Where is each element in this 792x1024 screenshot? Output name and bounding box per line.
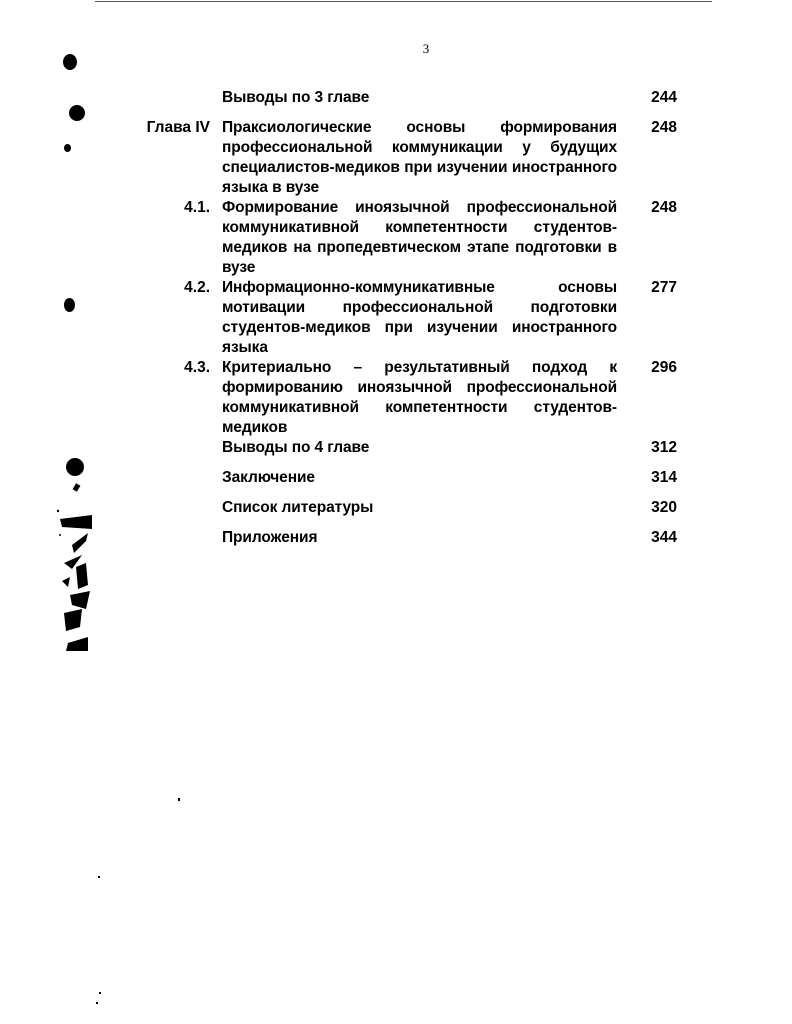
- toc-entry-title: Список литературы: [222, 499, 374, 516]
- toc-entry-title: Выводы по 4 главе: [222, 439, 370, 456]
- toc-entry-bibliography: [120, 498, 680, 518]
- scan-mark-speck: [99, 992, 101, 994]
- scan-mark-speck: [98, 876, 100, 878]
- toc-entry-number: 4.1.: [184, 199, 210, 216]
- toc-entry-title: Формирование иноязычной профессиональной коммуникативной компетентности студентов-медиков на пропедевтическом этапе подготовки в вузе: [222, 199, 617, 276]
- scan-mark-speck: [178, 798, 180, 801]
- toc-entry-conclusions-ch4: [120, 438, 680, 458]
- toc-entry-page: 248: [651, 119, 677, 136]
- toc-entry-page: 248: [651, 199, 677, 216]
- toc-entry-number: Глава IV: [146, 119, 210, 136]
- scan-mark-binding-edge: [52, 505, 98, 655]
- toc-entry-title: Праксиологические основы формирования профессиональной коммуникации у будущих специалистов-медиков при изучении иностранного языка в вузе: [222, 119, 617, 196]
- table-of-contents: [120, 88, 680, 548]
- toc-entry-page: 244: [651, 89, 677, 106]
- toc-entry-conclusions-ch3: [120, 88, 680, 108]
- toc-entry-page: 296: [651, 359, 677, 376]
- toc-entry-4-1: [120, 198, 680, 278]
- toc-entry-title: Выводы по 3 главе: [222, 89, 370, 106]
- page-number: 3: [422, 41, 430, 56]
- scan-mark-hole: [64, 144, 71, 152]
- toc-entry-page: 344: [651, 529, 677, 546]
- toc-entry-chapter-4: [120, 118, 680, 198]
- toc-entry-page: 312: [651, 439, 677, 456]
- toc-entry-title: Критериально – результативный подход к формированию иноязычной профессиональной коммуникативной компетентности студентов-медиков: [222, 359, 617, 436]
- scan-mark-hole: [64, 298, 75, 312]
- toc-entry-number: 4.2.: [184, 279, 210, 296]
- scan-mark-speck: [96, 1002, 98, 1004]
- toc-entry-page: 314: [651, 469, 677, 486]
- toc-entry-4-2: [120, 278, 680, 358]
- toc-entry-page: 277: [651, 279, 677, 296]
- scan-mark-hole: [66, 458, 84, 476]
- top-rule: [95, 1, 712, 2]
- toc-entry-4-3: [120, 358, 680, 438]
- toc-entry-title: Заключение: [222, 469, 315, 486]
- toc-entry-appendices: [120, 528, 680, 548]
- toc-entry-title: Информационно-коммуникативные основы мотивации профессиональной подготовки студентов-медиков при изучении иностранного языка: [222, 279, 617, 356]
- scan-mark-hole: [63, 54, 77, 70]
- toc-entry-title: Приложения: [222, 529, 318, 546]
- scan-mark-hole: [69, 105, 85, 121]
- toc-entry-conclusion: [120, 468, 680, 488]
- scan-mark-speck: [73, 483, 81, 492]
- toc-entry-page: 320: [651, 499, 677, 516]
- toc-entry-number: 4.3.: [184, 359, 210, 376]
